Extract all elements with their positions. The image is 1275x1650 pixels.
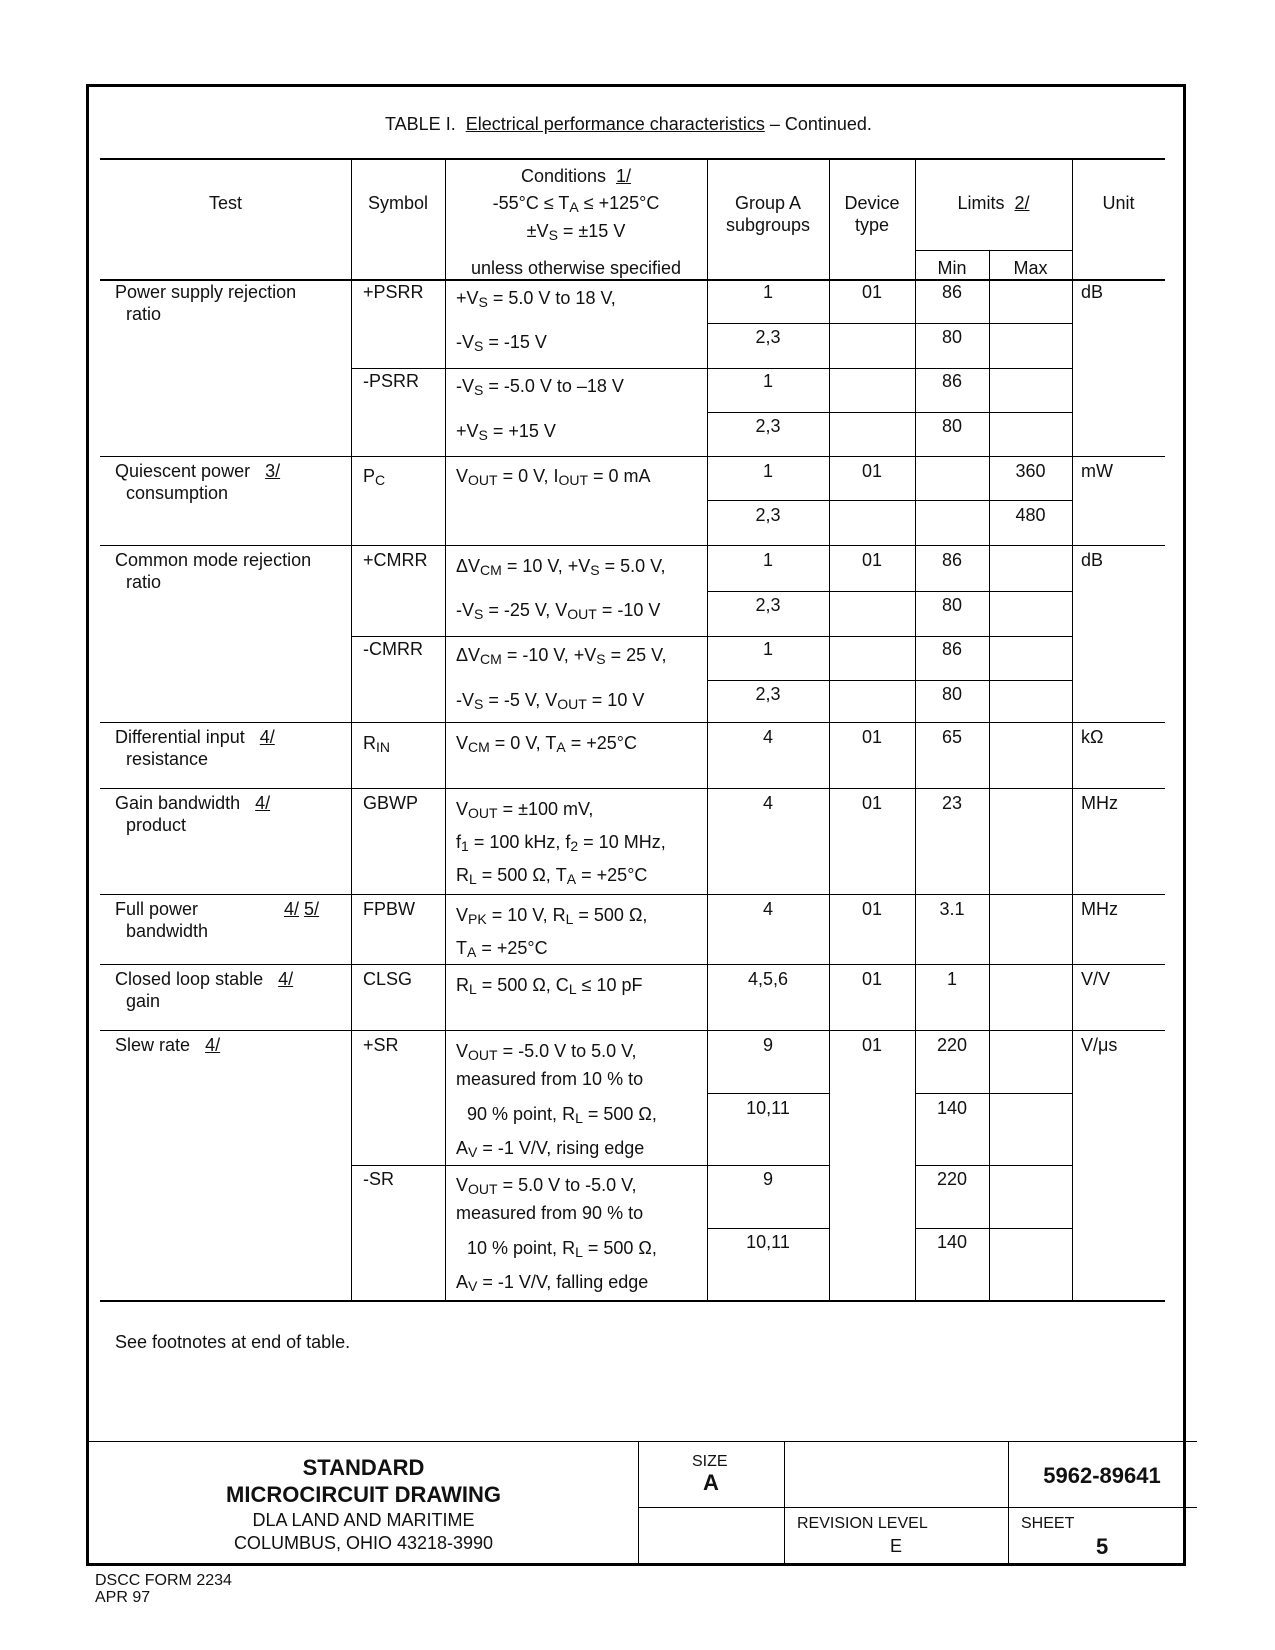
test-name: Full power: [115, 899, 199, 919]
limit-min: 220: [936, 1169, 968, 1189]
col-divider: [351, 158, 352, 1300]
row-rule: [707, 1093, 829, 1094]
test-note: 4/ 5/: [284, 899, 320, 919]
limit-min: 80: [941, 595, 963, 615]
row-rule: [351, 368, 445, 369]
limit-min: 86: [941, 550, 963, 570]
header-min: Min: [937, 258, 967, 278]
condition: $-V_S = -15$ V: [456, 332, 547, 354]
size-value: A: [703, 1470, 719, 1495]
test-name-cont: ratio: [126, 572, 162, 592]
condition: $T_A = +25^\circ C$: [456, 938, 548, 960]
sheet-value: 5: [1096, 1534, 1109, 1559]
test-name-cont: product: [126, 815, 187, 835]
symbol: +SR: [363, 1035, 399, 1055]
revision-label: REVISION LEVEL: [797, 1515, 928, 1532]
device-type: 01: [861, 461, 883, 481]
limit-min: 65: [941, 727, 963, 747]
subgroup: 1: [762, 639, 773, 659]
limits-split-rule: [915, 250, 1072, 251]
symbol: -SR: [363, 1169, 394, 1189]
row-rule: [100, 1030, 1165, 1031]
title-block-top-rule: [89, 1441, 1197, 1442]
subgroup: 1: [762, 282, 773, 302]
limit-max: 480: [1015, 505, 1046, 525]
device-type: 01: [861, 899, 883, 919]
row-rule: [707, 591, 1072, 592]
limit-max: 360: [1015, 461, 1046, 481]
symbol: CLSG: [363, 969, 413, 989]
drawing-number: 5962-89641: [1043, 1463, 1161, 1488]
device-type: 01: [861, 727, 883, 747]
symbol: +CMRR: [363, 550, 428, 570]
condition: $f_1 = 100$ kHz, $f_2 = 10$ MHz,: [456, 832, 666, 854]
test-name: Gain bandwidth 4/: [115, 793, 271, 813]
unit: mW: [1081, 461, 1113, 481]
header-group-a: Group A: [734, 193, 802, 213]
header-supply: $\pm V_S = \pm 15$ V: [526, 221, 626, 243]
condition: $-V_S = -5.0$ V to –18 V: [456, 376, 624, 398]
row-rule: [707, 323, 1072, 324]
symbol: -PSRR: [363, 371, 420, 391]
condition: $\Delta V_{CM} = 10$ V, $+V_S = 5.0$ V,: [456, 556, 666, 578]
row-rule: [351, 1165, 829, 1166]
title-address: COLUMBUS, OHIO 43218-3990: [233, 1533, 494, 1553]
subgroup: 9: [762, 1169, 773, 1189]
unit: V/μs: [1081, 1035, 1118, 1055]
condition: $+V_S = +15$ V: [456, 421, 556, 443]
subgroup: 2,3: [755, 505, 781, 525]
test-name: Common mode rejection: [115, 550, 312, 570]
symbol: +PSRR: [363, 282, 424, 302]
symbol: GBWP: [363, 793, 419, 813]
device-type: 01: [861, 793, 883, 813]
test-name-cont: resistance: [126, 749, 209, 769]
subgroup: 2,3: [755, 327, 781, 347]
test-name-cont: bandwidth: [126, 921, 209, 941]
header-max: Max: [1013, 258, 1048, 278]
condition: $+V_S = 5.0$ V to 18 V,: [456, 288, 616, 310]
title-block-mid-rule: [638, 1507, 1197, 1508]
limit-min: 140: [936, 1098, 968, 1118]
condition: $\Delta V_{CM} = -10$ V, $+V_S = 25$ V,: [456, 645, 667, 667]
row-rule: [100, 722, 1165, 723]
symbol: FPBW: [363, 899, 415, 919]
limit-min: 86: [941, 639, 963, 659]
subgroup: 10,11: [746, 1098, 790, 1118]
header-limits: Limits 2/: [957, 193, 1030, 213]
condition: $V_{OUT} = 5.0$ V to -5.0 V,: [456, 1175, 637, 1197]
subgroup: 4: [762, 899, 773, 919]
row-rule: [915, 1165, 1072, 1166]
condition: $A_V = -1$ V/V, falling edge: [456, 1272, 649, 1294]
limit-min: 1: [946, 969, 957, 989]
col-divider: [989, 250, 990, 1300]
header-temp-range: $-55^\circ C \le T_A \le +125^\circ C$: [492, 193, 660, 215]
condition: $V_{OUT} = \pm 100$ mV,: [456, 799, 594, 821]
condition: $A_V = -1$ V/V, rising edge: [456, 1138, 645, 1160]
limit-min: 80: [941, 416, 963, 436]
limit-min: 23: [941, 793, 963, 813]
unit: kΩ: [1081, 727, 1104, 747]
condition: $V_{OUT} = -5.0$ V to 5.0 V,: [456, 1041, 637, 1063]
table-top-rule: [100, 158, 1165, 160]
condition: $R_L = 500$ Ω, $C_L \le 10$ pF: [456, 975, 643, 997]
test-name-cont: consumption: [126, 483, 229, 503]
row-rule: [100, 788, 1165, 789]
header-type: type: [854, 215, 890, 235]
test-name-cont: gain: [126, 991, 161, 1011]
condition: 10 % point, $R_L = 500$ Ω,: [467, 1238, 657, 1260]
row-rule: [100, 545, 1165, 546]
unit: MHz: [1081, 899, 1118, 919]
header-subgroups: subgroups: [725, 215, 811, 235]
row-rule: [915, 1093, 1072, 1094]
limit-min: 80: [941, 684, 963, 704]
subgroup: 1: [762, 550, 773, 570]
row-rule: [100, 964, 1165, 965]
title-agency: DLA LAND AND MARITIME: [252, 1510, 475, 1530]
limit-min: 220: [936, 1035, 968, 1055]
unit: dB: [1081, 550, 1104, 570]
revision-value: E: [889, 1536, 902, 1556]
row-rule: [915, 1228, 1072, 1229]
limit-min: 80: [941, 327, 963, 347]
subgroup: 2,3: [755, 684, 781, 704]
table-bottom-rule: [100, 1300, 1165, 1302]
col-divider: [1072, 158, 1073, 1300]
limit-min: 140: [936, 1232, 968, 1252]
condition: measured from 90 % to: [456, 1203, 644, 1223]
form-number: DSCC FORM 2234: [95, 1572, 232, 1589]
subgroup: 10,11: [746, 1232, 790, 1252]
condition: 90 % point, $R_L = 500$ Ω,: [467, 1104, 657, 1126]
row-rule: [707, 1228, 829, 1229]
limit-min: 86: [941, 371, 963, 391]
header-unless: unless otherwise specified: [470, 258, 682, 278]
row-rule: [351, 636, 1072, 637]
limit-min: 3.1: [939, 899, 965, 919]
condition: $V_{OUT} = 0$ V, $I_{OUT} = 0$ mA: [456, 466, 651, 488]
device-type: 01: [861, 282, 883, 302]
sheet-label: SHEET: [1021, 1515, 1075, 1532]
header-test: Test: [208, 193, 242, 213]
condition: $V_{CM} = 0$ V, $T_A = +25^\circ C$: [456, 733, 637, 755]
row-rule: [707, 500, 1072, 501]
row-rule: [100, 894, 1165, 895]
test-name: Closed loop stable 4/: [115, 969, 294, 989]
device-type: 01: [861, 969, 883, 989]
condition: $R_L = 500$ Ω, $T_A = +25^\circ C$: [456, 865, 648, 887]
header-symbol: Symbol: [367, 193, 429, 213]
condition: measured from 10 % to: [456, 1069, 644, 1089]
condition: $V_{PK} = 10$ V, $R_L = 500$ Ω,: [456, 905, 648, 927]
test-name: Slew rate 4/: [115, 1035, 221, 1055]
size-label: SIZE: [692, 1453, 728, 1470]
form-date: APR 97: [95, 1589, 151, 1606]
title-block-divider: [638, 1441, 639, 1563]
row-rule: [707, 680, 1072, 681]
device-type: 01: [861, 1035, 883, 1055]
header-conditions: Conditions 1/: [520, 166, 632, 186]
subgroup: 9: [762, 1035, 773, 1055]
col-divider: [445, 158, 446, 1300]
test-name: Power supply rejection: [115, 282, 297, 302]
test-name: Quiescent power 3/: [115, 461, 281, 481]
subgroup: 4: [762, 727, 773, 747]
row-rule: [707, 412, 1072, 413]
subgroup: 4,5,6: [747, 969, 789, 989]
subgroup: 2,3: [755, 416, 781, 436]
unit: V/V: [1081, 969, 1111, 989]
device-type: 01: [861, 550, 883, 570]
test-name-cont: ratio: [126, 304, 162, 324]
condition: $-V_S = -25$ V, $V_{OUT} = -10$ V: [456, 600, 661, 622]
condition: $-V_S = -5$ V, $V_{OUT} = 10$ V: [456, 690, 645, 712]
header-unit: Unit: [1102, 193, 1135, 213]
symbol: -CMRR: [363, 639, 423, 659]
row-rule: [445, 368, 1072, 369]
row-rule: [100, 456, 1165, 457]
limit-min: 86: [941, 282, 963, 302]
subgroup: 4: [762, 793, 773, 813]
title-drawing: MICROCIRCUIT DRAWING: [226, 1482, 501, 1507]
subgroup: 1: [762, 461, 773, 481]
unit: MHz: [1081, 793, 1118, 813]
subgroup: 1: [762, 371, 773, 391]
footnote-reference: See footnotes at end of table.: [115, 1332, 351, 1352]
symbol: $P_C$: [363, 466, 386, 488]
unit: dB: [1081, 282, 1104, 302]
table-title: TABLE I. Electrical performance characteristics – Continued.: [385, 114, 872, 134]
title-standard: STANDARD: [302, 1455, 425, 1480]
title-block-divider: [1008, 1441, 1009, 1563]
subgroup: 2,3: [755, 595, 781, 615]
symbol: $R_{IN}$: [363, 733, 390, 755]
test-name: Differential input 4/: [115, 727, 275, 747]
header-device: Device: [844, 193, 900, 213]
